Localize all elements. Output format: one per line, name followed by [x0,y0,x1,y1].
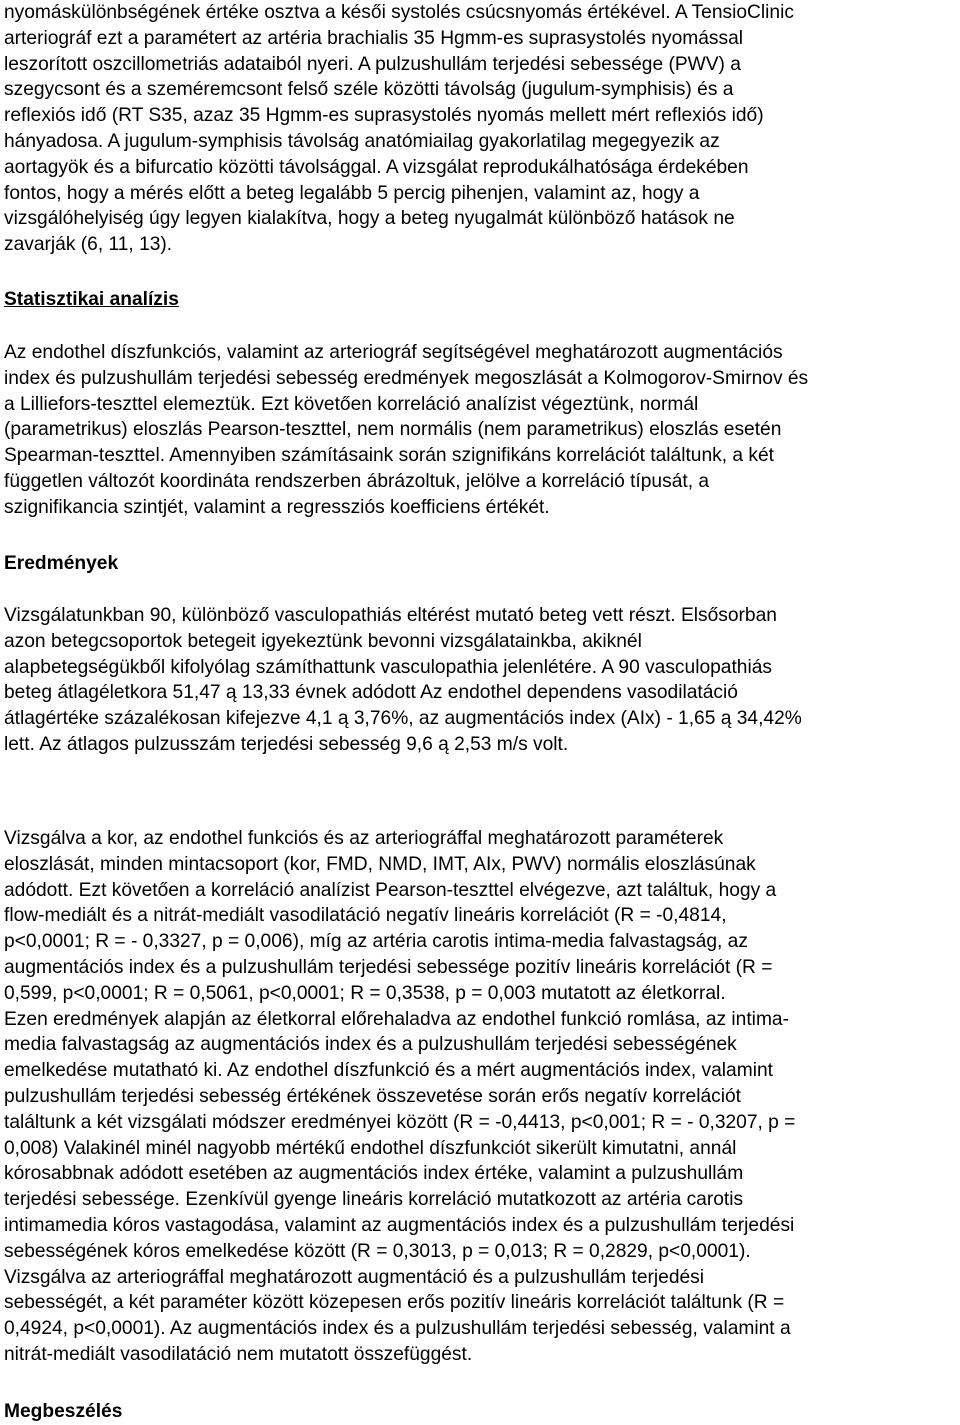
text-line: emelkedése mutatható ki. Az endothel díszfunkció és a mért augmentációs index, valamint [4,1060,773,1082]
text-line: 0,4924, p<0,0001). Az augmentációs index és a pulzushullám terjedési sebesség, valamint a [4,1318,791,1340]
text-line: szignifikancia szintjét, valamint a regressziós koefficiens értékét. [4,496,550,518]
text-line: Ezen eredmények alapján az életkorral előrehaladva az endothel funkció romlása, az intima- [4,1008,789,1030]
results-paragraph [4,603,802,758]
stats-paragraph [4,340,808,521]
text-line: lett. Az átlagos pulzusszám terjedési sebesség 9,6 ą 2,53 m/s volt. [4,733,569,755]
text-line: index és pulzushullám terjedési sebesség eredmények megoszlását a Kolmogorov-Smirnov és [4,367,809,389]
analysis-paragraph [4,826,795,1368]
discussion-section [4,1399,122,1425]
text-line: átlagértéke százalékosan kifejezve 4,1 ą 3,76%, az augmentációs index (AIx) - 1,65 ą 34,42% [4,708,802,730]
section-heading-stats: Statisztikai analízis [4,289,179,310]
text-line: 0,599, p<0,0001; R = 0,5061, p<0,0001; R = 0,3538, p = 0,003 mutatott az életkorral. [4,982,726,1004]
text-line: media falvastagság az augmentációs index és a pulzushullám terjedési sebességének [4,1034,737,1056]
section-heading-discussion: Megbeszélés [4,1401,123,1422]
text-line: fontos, hogy a mérés előtt a beteg legalább 5 percig pihenjen, valamint az, hogy a [4,182,700,204]
text-line: pulzushullám terjedési sebesség értékének összevetése során erős negatív korrelációt [4,1085,741,1107]
text-line: hányadosa. A jugulum-symphisis távolság anatómiailag gyakorlatilag megegyezik az [4,130,720,152]
text-line: szegycsont és a szeméremcsont felső széle közötti távolság (jugulum-symphisis) és a [4,79,734,101]
text-line: vizsgálóhelyiség úgy legyen kialakítva, hogy a beteg nyugalmát különböző hatások ne [4,208,735,230]
text-line: zavarják (6, 11, 13). [4,234,173,256]
text-line: kórosabbnak adódott esetében az augmentációs index értéke, valamint a pulzushullám [4,1163,744,1185]
text-line: arteriográf ezt a paramétert az artéria brachialis 35 Hgmm-es suprasystolés nyomással [4,27,744,49]
text-line: leszorított oszcillometriás adataiból nyeri. A pulzushullám terjedési sebessége (PWV) a [4,53,741,75]
text-line: Vizsgálva az arteriográffal meghatározott augmentáció és a pulzushullám terjedési [4,1266,705,1288]
section-heading-results: Eredmények [4,553,119,574]
text-line: eloszlását, minden mintacsoport (kor, FMD, NMD, IMT, AIx, PWV) normális eloszlásúnak [4,853,756,875]
text-line: reflexiós idő (RT S35, azaz 35 Hgmm-es suprasystolés nyomás mellett mért reflexiós idő) [4,105,764,127]
text-line: sebességének kóros emelkedése között (R = 0,3013, p = 0,013; R = 0,2829, p<0,0001). [4,1240,751,1262]
text-line: azon betegcsoportok betegeit igyekeztünk bevonni vizsgálatainkba, akiknél [4,630,642,652]
text-line: sebességét, a két paraméter között közepesen erős pozitív lineáris korrelációt találtunk (R = [4,1292,785,1314]
text-line: alapbetegségükből kifolyólag számíthattunk vasculopathia jelenlétére. A 90 vasculopathiás [4,656,773,678]
text-line: beteg átlagéletkora 51,47 ą 13,33 évnek adódott Az endothel dependens vasodilatáció [4,682,738,704]
text-line: terjedési sebessége. Ezenkívül gyenge lineáris korreláció mutatkozott az artéria carotis [4,1189,744,1211]
text-line: (parametrikus) eloszlás Pearson-teszttel, nem normális (nem parametrikus) eloszlás esetén [4,419,782,441]
text-line: Spearman-teszttel. Amennyiben számításaink során szignifikáns korrelációt találtunk, a két [4,445,775,467]
results-section [4,551,118,577]
intro-paragraph [4,0,794,258]
text-line: p<0,0001; R = - 0,3327, p = 0,006), míg az artéria carotis intima-media falvastagság, az [4,931,748,953]
text-line: Az endothel díszfunkciós, valamint az arteriográf segítségével meghatározott augmentációs [4,342,783,363]
text-line: augmentációs index és a pulzushullám terjedési sebessége pozitív lineáris korrelációt (R = [4,956,773,978]
stats-section [4,287,179,313]
text-line: aortagyök és a bifurcatio közötti távolsággal. A vizsgálat reprodukálhatósága érdekében [4,156,749,178]
text-line: nitrát-mediált vasodilatáció nem mutatott összefüggést. [4,1343,473,1365]
text-line: intimamedia kóros vastagodása, valamint az augmentációs index és a pulzushullám terjedési [4,1214,795,1236]
text-line: nyomáskülönbségének értéke osztva a késői systolés csúcsnyomás értékével. A TensioClinic [4,2,794,23]
text-line: találtunk a két vizsgálati módszer eredményei között (R = -0,4413, p<0,001; R = - 0,3207, p = [4,1111,796,1133]
text-line: 0,008) Valakinél minél nagyobb mértékű endothel díszfunkciót sikerült kimutatni, annál [4,1137,737,1159]
text-line: adódott. Ezt követően a korreláció analízist Pearson-teszttel elvégezve, azt találtuk, hogy a [4,879,777,901]
text-line: Vizsgálatunkban 90, különböző vasculopathiás eltérést mutató beteg vett részt. Elsősorban [4,605,777,626]
text-line: a Lilliefors-teszttel elemeztük. Ezt követően korreláció analízist végeztünk, normál [4,393,699,415]
text-line: Vizsgálva a kor, az endothel funkciós és az arteriográffal meghatározott paraméterek [4,828,724,849]
text-line: flow-mediált és a nitrát-mediált vasodilatáció negatív lineáris korrelációt (R = -0,4814, [4,905,727,927]
text-line: független változót koordináta rendszerben ábrázoltuk, jelölve a korreláció típusát, a [4,470,710,492]
